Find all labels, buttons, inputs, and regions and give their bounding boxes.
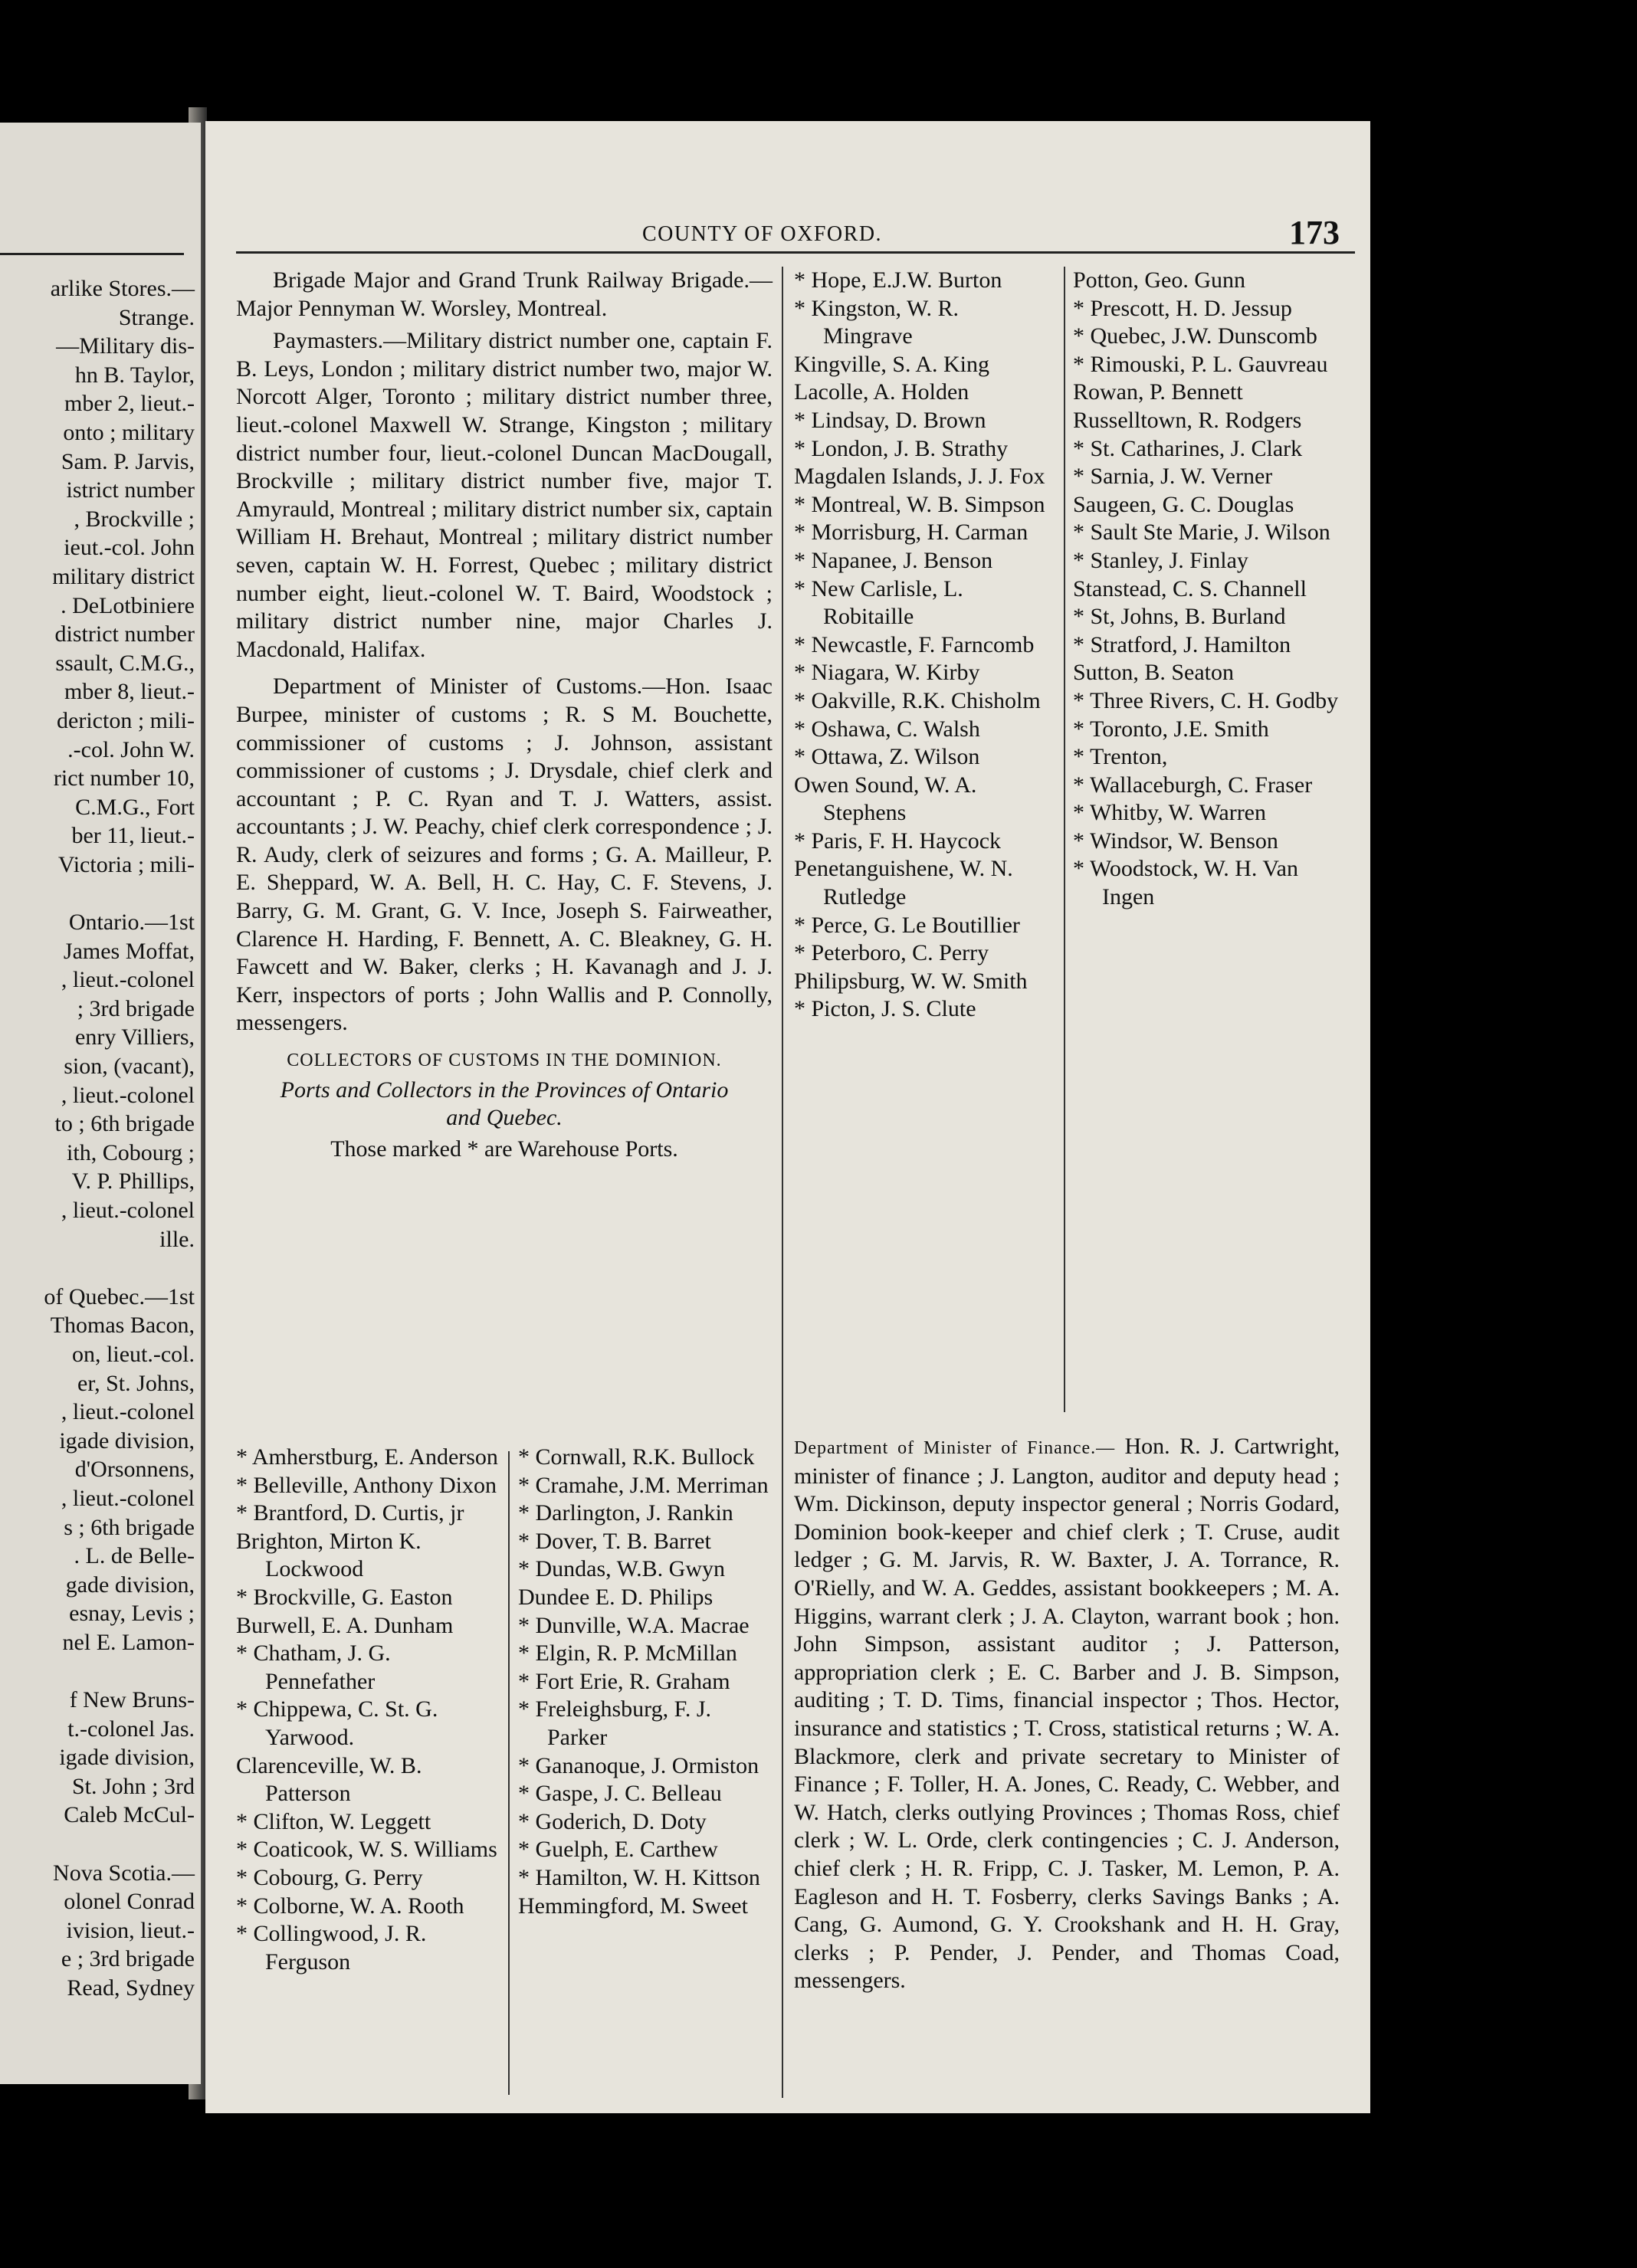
left-page-line: Victoria ; mili- <box>57 851 195 877</box>
port-entry: * Belleville, Anthony Dixon <box>236 1472 497 1498</box>
port-entry: Dundee E. D. Philips <box>518 1584 714 1610</box>
left-page-line: gade division, <box>65 1572 195 1598</box>
customs-department-paragraph: Department of Minister of Customs.—Hon. Isaac Burpee, minister of customs ; R. S M. Bouchette, commissioner of customs ; J. Johnson, assistant commissioner of customs ; J. Drysdale, chief clerk and accountant ; P. C. Ryan and T. J. Watters, assist. accountants ; J. W. Peachy, chief clerk correspondence ; J. R. Audy, clerk of seizures and forms ; G. A. Mailleur, P. E. Sheppard, W. A. Bell, H. C. Hay, C. F. Stevens, J. Barry, G. M. Grant, G. V. Ince, Joseph S. Fairweather, Clarence H. Harding, F. Bennett, A. C. Bleakney, G. H. Fawcett and W. Baker, clerks ; H. Kavanagh and J. J. Kerr, inspectors of ports ; John Wallis and P. Connolly, messengers. <box>236 674 773 1036</box>
finance-body: Hon. R. J. Cartwright, minister of finance ; J. Langton, auditor and deputy head ; Wm. Dickinson, deputy inspector general ; Norris Godard, Dominion book-keeper and chief clerk ; T. Cruse, audit ledger ; G. M. Jarvis, R. W. Baxter, J. A. Torrance, R. O'Rielly, and W. A. Geddes, assistant bookkeepers ; M. A. Higgins, warrant clerk ; J. A. Clayton, warrant book ; hon. John Simpson, assistant auditor ; J. Patterson, appropriation clerk ; E. C. Barber and J. B. Simpson, auditing ; T. D. Tims, financial inspector ; Thos. Hector, insurance and statistics ; T. Cross, statistical returns ; W. A. Blackmore, clerk and private secretary to Minister of Finance ; F. Toller, H. A. Jones, C. Ready, C. Webber, and W. Hatch, clerks outlying Provinces ; Thomas Ross, chief clerk ; W. L. Orde, clerk contingencies ; C. J. Anderson, chief clerk ; H. R. Fripp, C. J. Tasker, M. Lemon, P. A. Eagleson and H. T. Fosberry, clerks Savings Banks ; A. Cang, G. Aumond, G. Y. Crookshank and H. H. Gray, clerks ; P. Pender, J. Pender, and Thomas Coad, messengers. <box>794 1434 1340 1994</box>
port-entry: * Whitby, W. Warren <box>1073 800 1266 826</box>
port-entry: * Kingston, W. R. Mingrave <box>794 295 960 349</box>
left-page-line: Nova Scotia.— <box>53 1860 195 1886</box>
port-entry: * Fort Erie, R. Graham <box>518 1668 730 1694</box>
book-page <box>205 121 1370 2113</box>
port-entry: * Wallaceburgh, C. Fraser <box>1073 772 1313 798</box>
left-page-lines <box>0 274 195 2003</box>
left-page-line: nel E. Lamon- <box>62 1629 195 1655</box>
left-page-line: ith, Cobourg ; <box>67 1139 195 1165</box>
port-entry: * Clifton, W. Leggett <box>236 1808 431 1834</box>
port-entry: Kingville, S. A. King <box>794 351 990 377</box>
port-entry: Magdalen Islands, J. J. Fox <box>794 464 1045 490</box>
left-page-line: on, lieut.-col. <box>72 1341 195 1367</box>
left-page-line: , Brockville ; <box>74 506 195 532</box>
port-entry: Stanstead, C. S. Channell <box>1073 575 1307 601</box>
port-entry: * New Carlisle, L. Robitaille <box>794 575 963 630</box>
left-page-line: ssault, C.M.G., <box>55 650 195 676</box>
port-entry: * Freleighsburg, F. J. Parker <box>518 1696 712 1750</box>
left-page-line: istrict number <box>66 477 195 503</box>
port-entry: * Elgin, R. P. McMillan <box>518 1640 737 1667</box>
left-page-line: igade division, <box>59 1745 195 1771</box>
port-entry: * Gananoque, J. Ormiston <box>518 1752 759 1778</box>
port-entry: * Stratford, J. Hamilton <box>1073 631 1291 657</box>
left-page-line: f New Bruns- <box>69 1687 195 1713</box>
paymasters-paragraph: Paymasters.—Military district number one, captain F. B. Leys, London ; military district number two, major W. Norcott Alger, Toronto ; military district number three, lieut.-colonel Maxwell W. Strange, Kingston ; military district number four, lieut.-colonel Duncan MacDougall, Brockville ; military district number five, major T. Amyrauld, Montreal ; military district number six, captain William H. Brehaut, Montreal ; military district number seven, captain W. H. Forrest, Quebec ; military district number eight, lieut.-colonel W. T. Baird, Woodstock ; military district number nine, major Charles J. Macdonald, Halifax. <box>236 328 773 662</box>
left-page-line: Sam. P. Jarvis, <box>61 448 195 474</box>
port-entry: * Hamilton, W. H. Kittson <box>518 1864 760 1890</box>
header-rule <box>236 251 1355 254</box>
left-page-line: dericton ; mili- <box>57 707 195 733</box>
port-entry: Rowan, P. Bennett <box>1073 379 1243 405</box>
port-entry: * Cobourg, G. Perry <box>236 1864 423 1890</box>
port-entry: * Trenton, <box>1073 744 1168 770</box>
page-header <box>205 213 1370 251</box>
port-entry: * Chatham, J. G. Pennefather <box>236 1640 391 1694</box>
port-entry: * Dover, T. B. Barret <box>518 1528 711 1554</box>
port-entry: * London, J. B. Strathy <box>794 435 1009 461</box>
port-entry: * Rimouski, P. L. Gauvreau <box>1073 351 1328 377</box>
left-page-line: hn B. Taylor, <box>74 362 195 388</box>
left-page-line: olonel Conrad <box>64 1889 195 1915</box>
left-page-line: of Quebec.—1st <box>44 1283 195 1309</box>
collectors-heading: COLLECTORS OF CUSTOMS IN THE DOMINION. <box>287 1050 722 1071</box>
subcolumn-divider <box>508 1451 510 2095</box>
left-page-line: —Military dis- <box>56 333 195 359</box>
warehouse-note: Those marked * are Warehouse Ports. <box>330 1136 678 1162</box>
port-entry: * Niagara, W. Kirby <box>794 660 980 686</box>
port-entry: * Napanee, J. Benson <box>794 547 993 573</box>
left-page-line <box>0 879 195 908</box>
port-entry: Saugeen, G. C. Douglas <box>1073 491 1294 517</box>
port-entry: * Windsor, W. Benson <box>1073 828 1278 854</box>
left-page-line: military district <box>52 563 195 589</box>
column-one <box>236 267 773 1163</box>
port-entry: * St, Johns, B. Burland <box>1073 604 1286 630</box>
port-entry: * Woodstock, W. H. Van Ingen <box>1073 856 1298 910</box>
left-page-line: .-col. John W. <box>67 736 195 762</box>
port-entry: Penetanguishene, W. N. Rutledge <box>794 856 1013 910</box>
port-list-divider <box>1064 267 1065 1412</box>
port-entry: Brighton, Mirton K. Lockwood <box>236 1528 422 1582</box>
port-entry: * Brantford, D. Curtis, jr <box>236 1500 464 1526</box>
port-entry: * Oakville, R.K. Chisholm <box>794 687 1041 713</box>
left-page-line: Ontario.—1st <box>68 909 195 936</box>
left-page-line: , lieut.-colonel <box>61 1485 195 1511</box>
port-entry: Lacolle, A. Holden <box>794 379 969 405</box>
left-page-line: Strange. <box>118 304 195 330</box>
finance-heading: Department of Minister of Finance.— <box>794 1438 1116 1458</box>
left-page-line <box>0 1254 195 1283</box>
page-number: 173 <box>1289 214 1340 251</box>
left-page-line: V. P. Phillips, <box>71 1168 195 1195</box>
port-entry: * Peterboro, C. Perry <box>794 940 989 966</box>
left-page-line: d'Orsonnens, <box>74 1457 195 1483</box>
port-entry: Clarenceville, W. B. Patterson <box>236 1752 422 1807</box>
port-entry: * Stanley, J. Finlay <box>1073 547 1248 573</box>
left-page-line: e ; 3rd brigade <box>61 1946 195 1972</box>
left-page-line: onto ; military <box>63 419 195 445</box>
port-entry: * Dunville, W.A. Macrae <box>518 1612 750 1638</box>
port-entry: * Morrisburg, H. Carman <box>794 519 1028 546</box>
port-entry: * Gaspe, J. C. Belleau <box>518 1781 722 1807</box>
ports-subcolumn-right <box>518 1444 771 1920</box>
left-page-line: mber 2, lieut.- <box>64 391 195 417</box>
left-page-line <box>0 1657 195 1686</box>
port-entry: * Guelph, E. Carthew <box>518 1837 718 1863</box>
port-entry: * Goderich, D. Doty <box>518 1808 707 1834</box>
port-entry: Philipsburg, W. W. Smith <box>794 968 1028 994</box>
port-entry: * Prescott, H. D. Jessup <box>1073 295 1292 321</box>
left-page-line: rict number 10, <box>53 765 195 792</box>
port-entry: * Montreal, W. B. Simpson <box>794 491 1045 517</box>
left-page-line: ieut.-col. John <box>64 535 195 561</box>
port-entry: * Quebec, J.W. Dunscomb <box>1073 323 1317 349</box>
left-page-line: Thomas Bacon, <box>50 1313 195 1339</box>
port-entry: * Ottawa, Z. Wilson <box>794 744 980 770</box>
ports-column-four <box>1073 267 1340 912</box>
port-entry: * Dundas, W.B. Gwyn <box>518 1556 726 1582</box>
ports-heading: Ports and Collectors in the Provinces of Ontario and Quebec. <box>280 1077 729 1131</box>
port-entry: * Colborne, W. A. Rooth <box>236 1893 464 1919</box>
port-entry: * Darlington, J. Rankin <box>518 1500 733 1526</box>
left-page-line: t.-colonel Jas. <box>67 1716 195 1742</box>
port-entry: Hemmingford, M. Sweet <box>518 1893 748 1919</box>
port-entry: * Collingwood, J. R. Ferguson <box>236 1921 427 1975</box>
column-divider <box>782 267 783 2098</box>
port-entry: * Perce, G. Le Boutillier <box>794 912 1020 938</box>
left-page-line: ber 11, lieut.- <box>71 823 195 849</box>
port-entry: Potton, Geo. Gunn <box>1073 267 1245 293</box>
port-entry: * Three Rivers, C. H. Godby <box>1073 687 1339 713</box>
port-entry: Russelltown, R. Rodgers <box>1073 407 1302 433</box>
left-page-line: ; 3rd brigade <box>77 995 195 1021</box>
port-entry: * Cornwall, R.K. Bullock <box>518 1444 755 1470</box>
port-entry: * Toronto, J.E. Smith <box>1073 716 1269 742</box>
port-entry: * Amherstburg, E. Anderson <box>236 1444 498 1470</box>
left-page-line: igade division, <box>59 1427 195 1454</box>
running-title: COUNTY OF OXFORD. <box>642 222 883 246</box>
left-page-line: . L. de Belle- <box>74 1543 195 1569</box>
left-page-line: , lieut.-colonel <box>61 967 195 993</box>
left-page-line: Read, Sydney <box>67 1975 195 2001</box>
left-page-fragment <box>0 123 201 2084</box>
port-entry: * Oshawa, C. Walsh <box>794 716 980 742</box>
port-entry: * Paris, F. H. Haycock <box>794 828 1002 854</box>
left-page-line: district number <box>54 621 195 647</box>
left-page-line: , lieut.-colonel <box>61 1399 195 1425</box>
port-entry: * St. Catharines, J. Clark <box>1073 435 1303 461</box>
port-entry: * Hope, E.J.W. Burton <box>794 267 1002 293</box>
port-entry: * Picton, J. S. Clute <box>794 996 976 1022</box>
left-page-line: , lieut.-colonel <box>61 1198 195 1223</box>
ports-column-three <box>794 267 1051 1024</box>
left-page-line: to ; 6th brigade <box>54 1111 195 1137</box>
port-entry: Burwell, E. A. Dunham <box>236 1612 454 1638</box>
left-page-line: mber 8, lieut.- <box>64 679 195 705</box>
finance-department-section <box>794 1433 1340 1995</box>
left-page-line: s ; 6th brigade <box>64 1514 195 1540</box>
left-page-line: arlike Stores.— <box>50 276 195 301</box>
left-page-line: er, St. Johns, <box>77 1370 195 1396</box>
left-header-rule <box>0 253 184 255</box>
left-page-line: enry Villiers, <box>75 1024 195 1050</box>
port-entry: Owen Sound, W. A. Stephens <box>794 772 977 826</box>
left-page-line: James Moffat, <box>63 938 195 964</box>
port-entry: Sutton, B. Seaton <box>1073 660 1235 686</box>
left-page-line: ille. <box>159 1226 195 1252</box>
brigade-major-paragraph: Brigade Major and Grand Trunk Railway Brigade.—Major Pennyman W. Worsley, Montreal. <box>236 267 773 321</box>
ports-subcolumn-left <box>236 1444 498 1976</box>
left-page-line: , lieut.-colonel <box>61 1082 195 1108</box>
left-page-line: Caleb McCul- <box>64 1802 195 1828</box>
port-entry: * Sarnia, J. W. Verner <box>1073 464 1273 490</box>
left-page-line: . DeLotbiniere <box>61 592 195 618</box>
left-page-line <box>0 1830 195 1859</box>
port-entry: * Sault Ste Marie, J. Wilson <box>1073 519 1330 546</box>
left-page-line: sion, (vacant), <box>64 1054 195 1080</box>
port-entry: * Brockville, G. Easton <box>236 1584 453 1610</box>
left-page-line: St. John ; 3rd <box>71 1773 195 1799</box>
left-page-line: C.M.G., Fort <box>75 794 195 820</box>
left-page-line: esnay, Levis ; <box>69 1601 195 1627</box>
port-entry: * Lindsay, D. Brown <box>794 407 986 433</box>
left-page-line: ivision, lieut.- <box>66 1917 195 1943</box>
port-entry: * Coaticook, W. S. Williams <box>236 1837 497 1863</box>
port-entry: * Newcastle, F. Farncomb <box>794 631 1035 657</box>
port-entry: * Cramahe, J.M. Merriman <box>518 1472 769 1498</box>
port-entry: * Chippewa, C. St. G. Yarwood. <box>236 1696 438 1750</box>
